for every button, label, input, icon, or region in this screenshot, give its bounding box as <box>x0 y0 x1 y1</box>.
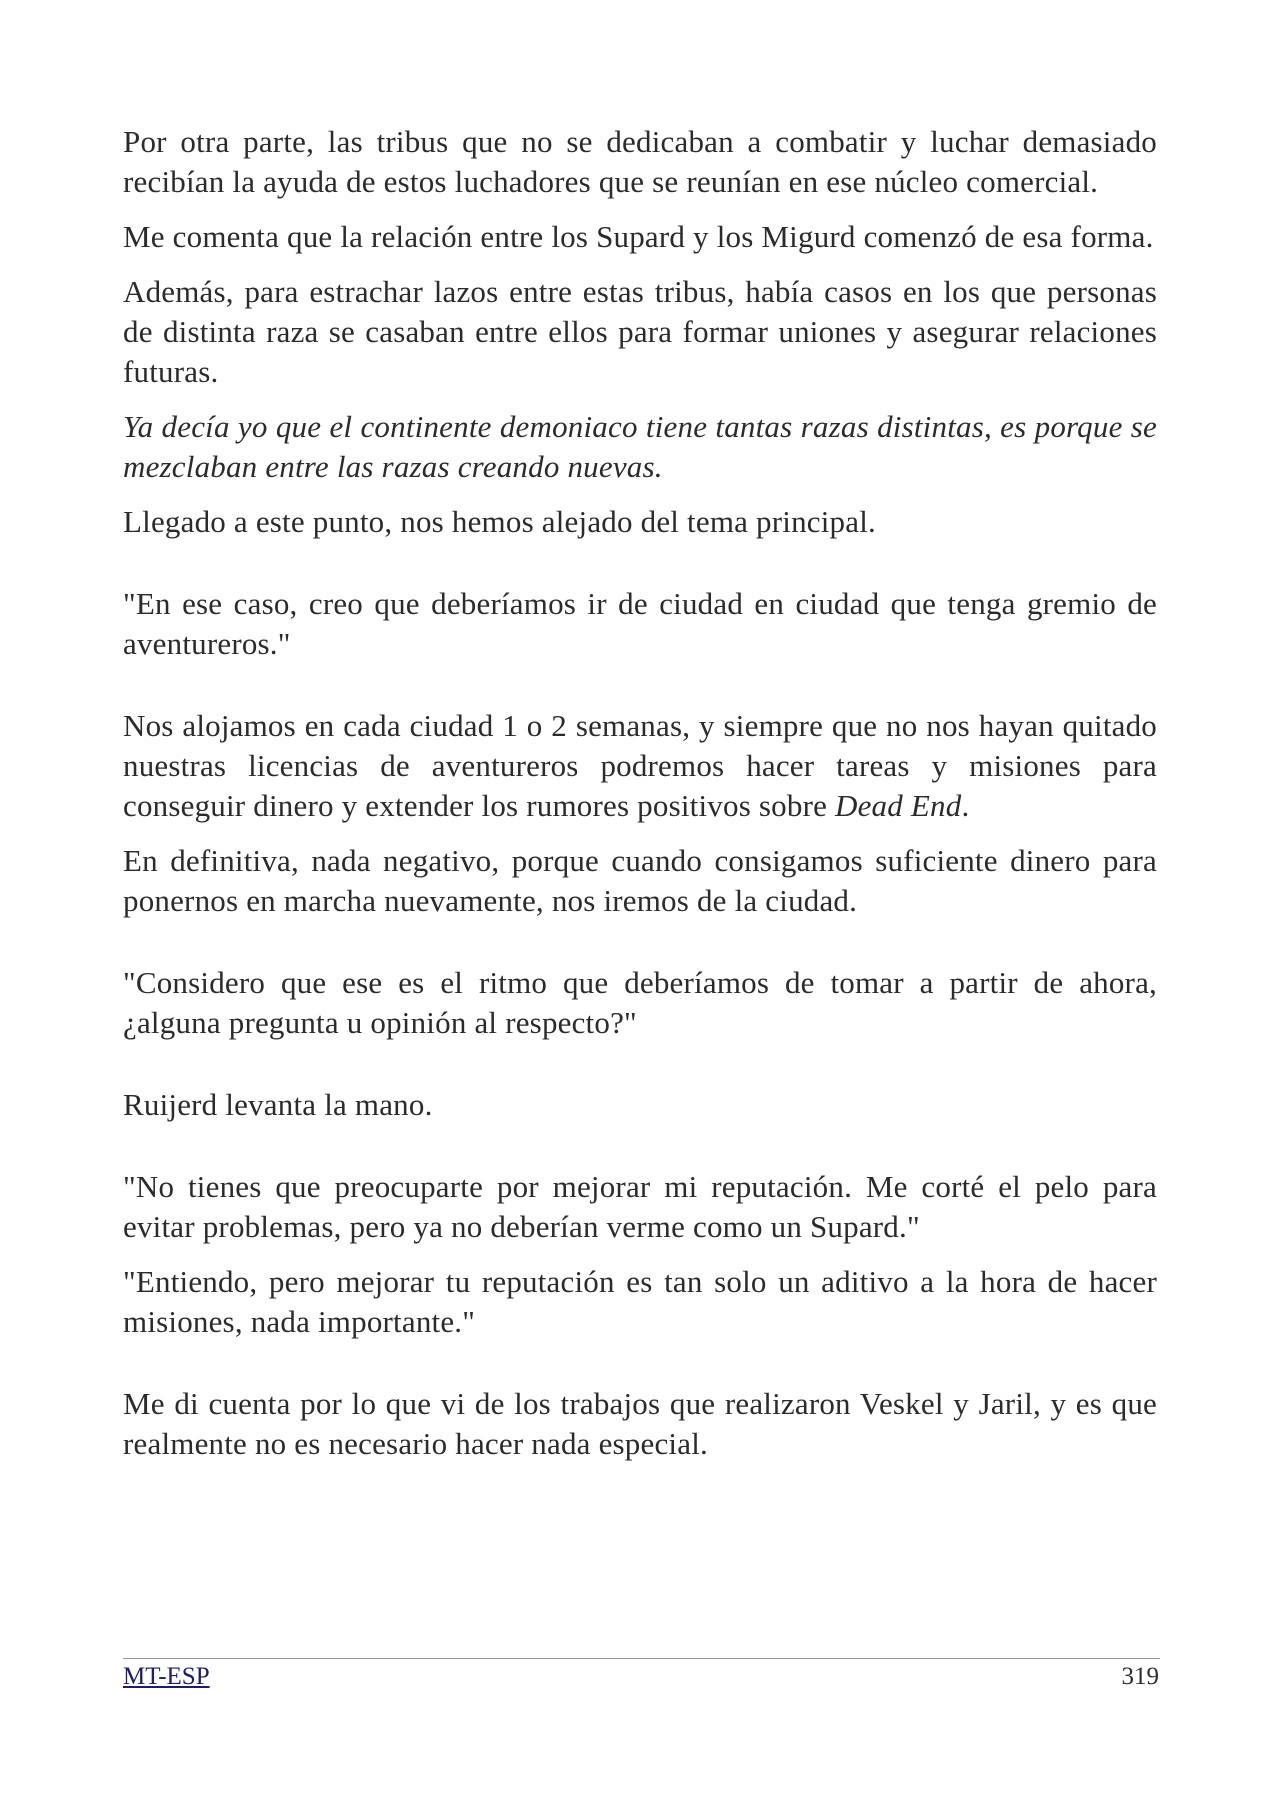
paragraph-7-end: . <box>961 788 970 823</box>
footer-divider <box>123 1658 1160 1659</box>
paragraph-8: En definitiva, nada negativo, porque cuando consigamos suficiente dinero para ponernos en marcha nuevamente, nos iremos de la ciudad. <box>123 843 1157 918</box>
paragraph-13: Me di cuenta por lo que vi de los trabajos que realizaron Veskel y Jaril, y es que realmente no es necesario hacer nada especial. <box>123 1386 1157 1461</box>
paragraph-10: Ruijerd levanta la mano. <box>123 1087 433 1122</box>
paragraph-11-dialogue: "No tienes que preocuparte por mejorar mi reputación. Me corté el pelo para evitar problemas, pero ya no deberían verme como un Supard." <box>123 1169 1157 1244</box>
paragraph-9-dialogue: "Considero que ese es el ritmo que deberíamos de tomar a partir de ahora, ¿alguna pregunta u opinión al respecto?" <box>123 965 1157 1040</box>
paragraph-7 <box>123 706 1157 826</box>
footer-link[interactable]: MT-ESP <box>123 1663 210 1690</box>
paragraph-5: Llegado a este punto, nos hemos alejado del tema principal. <box>123 504 876 539</box>
paragraph-2: Me comenta que la relación entre los Supard y los Migurd comenzó de esa forma. <box>123 219 1154 254</box>
paragraph-12-dialogue: "Entiendo, pero mejorar tu reputación es tan solo un aditivo a la hora de hacer misiones, nada importante." <box>123 1264 1157 1339</box>
body-text <box>123 122 1157 1479</box>
paragraph-6-dialogue: "En ese caso, creo que deberíamos ir de ciudad en ciudad que tenga gremio de aventureros." <box>123 586 1157 661</box>
paragraph-7-italic: Dead End <box>835 788 962 823</box>
paragraph-4-thought: Ya decía yo que el continente demoniaco tiene tantas razas distintas, es porque se mezclaban entre las razas creando nuevas. <box>123 409 1157 484</box>
paragraph-1: Por otra parte, las tribus que no se dedicaban a combatir y luchar demasiado recibían la ayuda de estos luchadores que se reunían en ese núcleo comercial. <box>123 124 1157 199</box>
page-number: 319 <box>1121 1663 1159 1690</box>
paragraph-7-text: Nos alojamos en cada ciudad 1 o 2 semanas, y siempre que no nos hayan quitado nuestras licencias de aventureros podremos hacer tareas y misiones para conseguir dinero y extender los rumores positivos sobre <box>123 708 1157 823</box>
paragraph-3: Además, para estrachar lazos entre estas tribus, había casos en los que personas de distinta raza se casaban entre ellos para formar uniones y asegurar relaciones futuras. <box>123 274 1157 389</box>
